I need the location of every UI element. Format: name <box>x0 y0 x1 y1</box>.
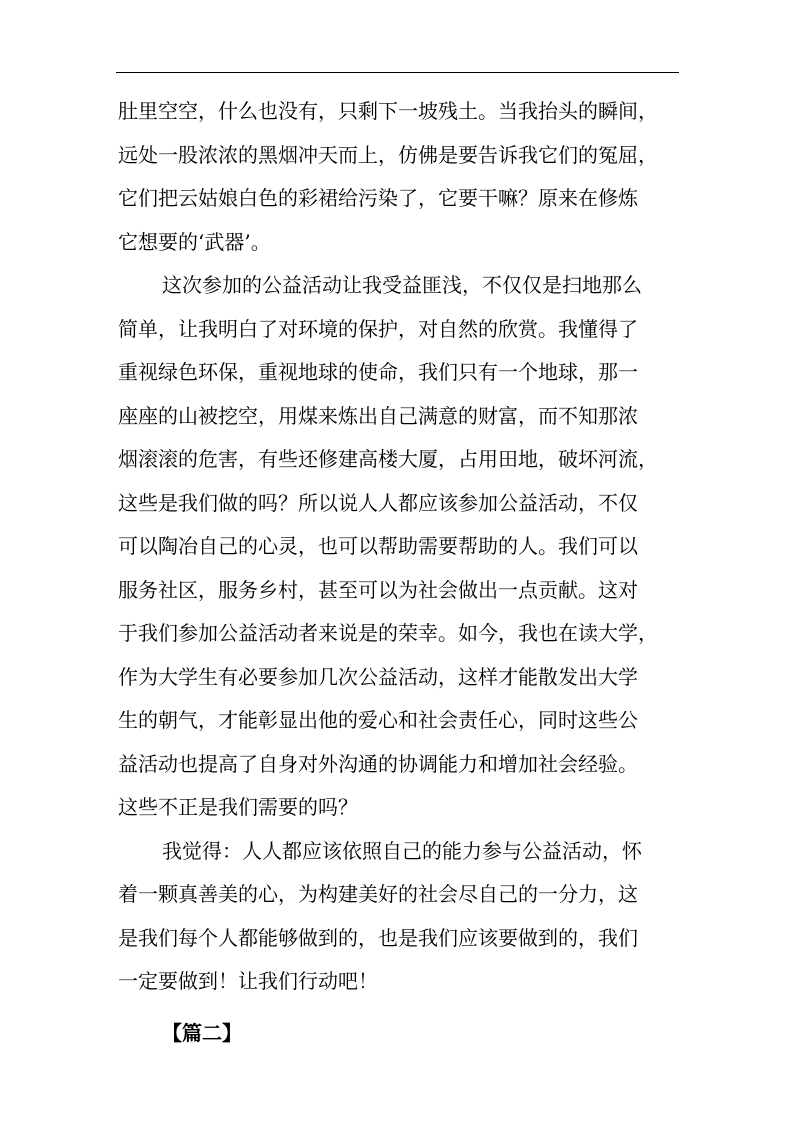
text-line: 着一颗真善美的心，为构建美好的社会尽自己的一分力，这 <box>118 882 638 906</box>
text-line: 这些不正是我们需要的吗？ <box>118 795 358 819</box>
document-body <box>118 90 718 1055</box>
text-line: 它想要的‘武器’。 <box>118 229 271 254</box>
text-line: 座座的山被挖空，用煤来炼出自己满意的财富，而不知那浓 <box>118 403 638 428</box>
text-line: 重视绿色环保，重视地球的使命，我们只有一个地球，那一 <box>118 360 638 384</box>
text-line: 服务社区，服务乡村，甚至可以为社会做出一点贡献。这对 <box>118 577 638 602</box>
section-heading: 【篇二】 <box>162 1020 242 1045</box>
text-line: 生的朝气，才能彰显出他的爱心和社会责任心，同时这些公 <box>118 708 638 732</box>
text-line: 烟滚滚的危害，有些还修建高楼大厦，占用田地，破坏河流， <box>118 447 658 471</box>
text-line: 是我们每个人都能够做到的，也是我们应该要做到的，我们 <box>118 925 638 950</box>
text-line: 作为大学生有必要参加几次公益活动，这样才能散发出大学 <box>118 664 638 689</box>
header-rule <box>116 72 679 73</box>
text-line: 它们把云姑娘白色的彩裙给污染了，它要干嘛？原来在修炼 <box>118 186 638 210</box>
text-line: 肚里空空，什么也没有，只剩下一坡残土。当我抬头的瞬间， <box>118 99 658 123</box>
text-line: 这些是我们做的吗？所以说人人都应该参加公益活动，不仅 <box>118 490 638 515</box>
text-line: 简单，让我明白了对环境的保护，对自然的欣赏。我懂得了 <box>118 316 638 341</box>
text-line: 一定要做到！让我们行动吧！ <box>118 969 378 993</box>
text-line: 可以陶冶自己的心灵，也可以帮助需要帮助的人。我们可以 <box>118 534 638 558</box>
text-line: 于我们参加公益活动者来说是的荣幸。如今，我也在读大学， <box>118 621 658 645</box>
text-line: 这次参加的公益活动让我受益匪浅，不仅仅是扫地那么 <box>162 273 642 297</box>
text-line: 远处一股浓浓的黑烟冲天而上，仿佛是要告诉我它们的冤屈， <box>118 142 658 167</box>
text-line: 益活动也提高了自身对外沟通的协调能力和增加社会经验。 <box>118 751 638 776</box>
text-line: 我觉得：人人都应该依照自己的能力参与公益活动，怀 <box>162 838 642 863</box>
